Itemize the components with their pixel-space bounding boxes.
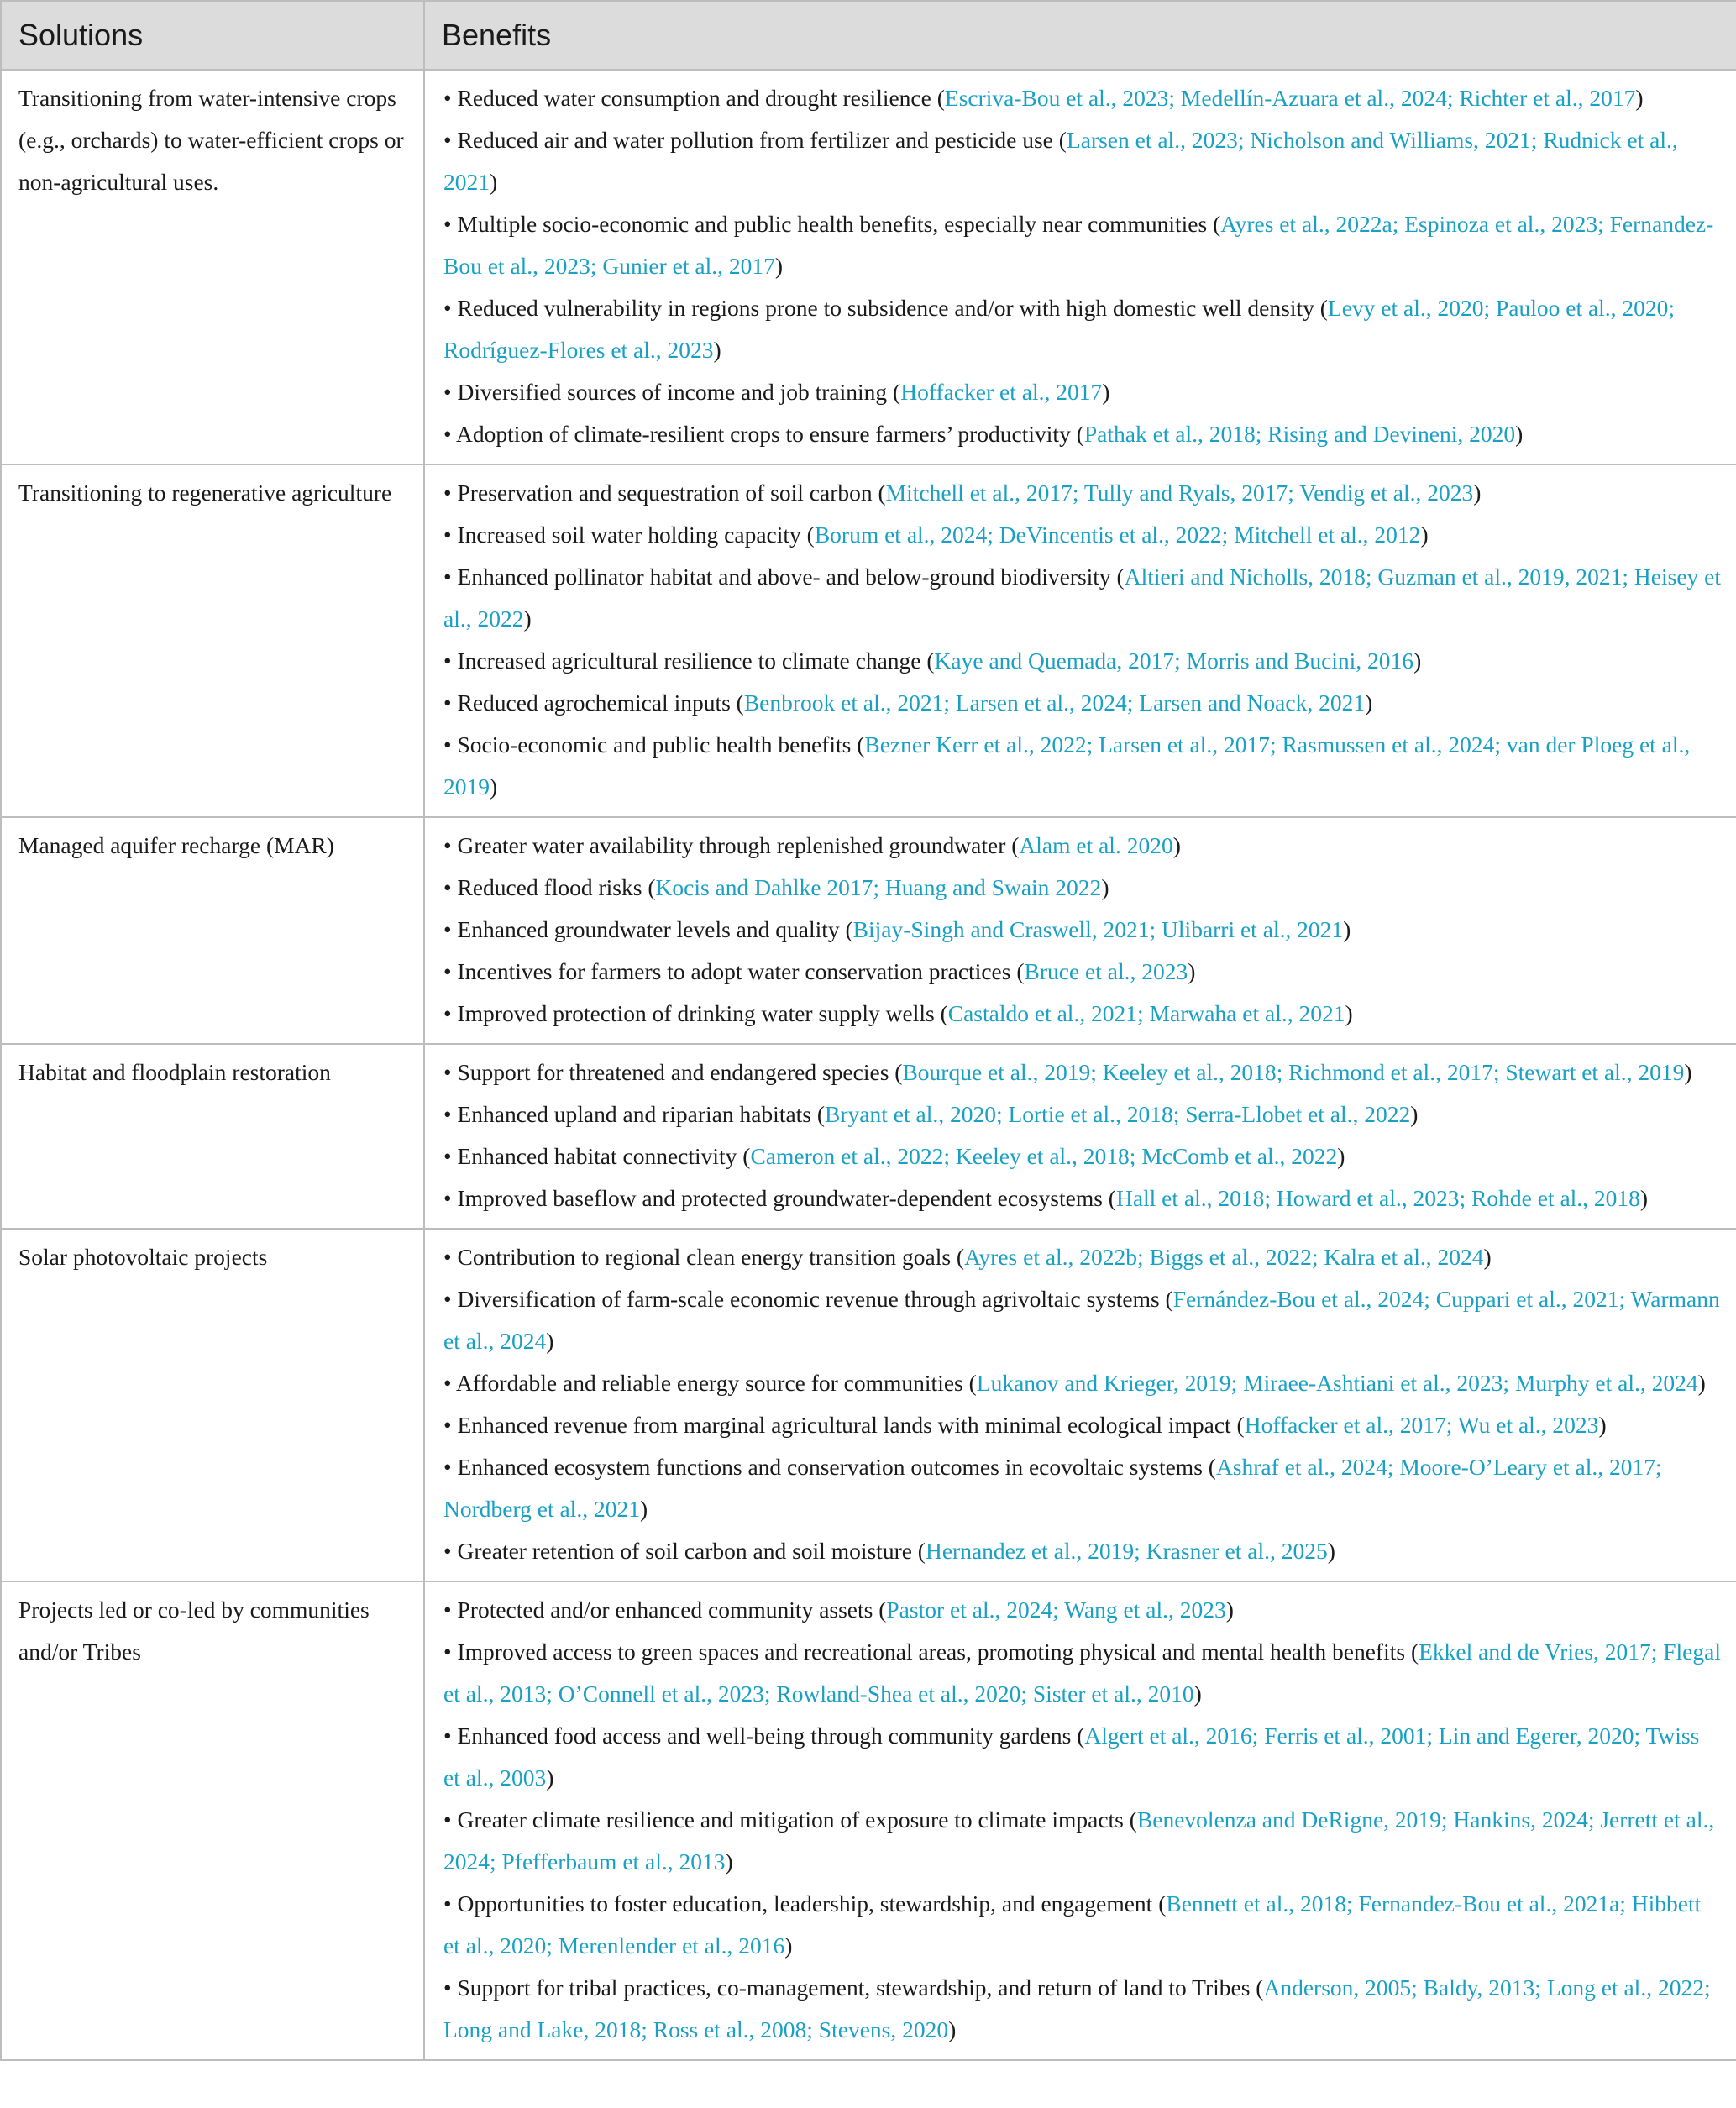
benefit-item	[443, 1404, 1721, 1446]
benefit-text: • Improved access to green spaces and recreational areas, promoting physical and mental health benefits (	[443, 1639, 1419, 1665]
benefit-text: • Reduced water consumption and drought resilience (	[443, 85, 945, 111]
closing-paren: )	[1102, 379, 1110, 405]
benefit-item	[443, 640, 1721, 682]
benefit-item	[443, 1530, 1721, 1572]
benefit-item	[443, 993, 1721, 1035]
solution-cell: Transitioning from water-intensive crops (e.g., orchards) to water-efficient crops or non-agricultural uses.	[1, 70, 424, 464]
benefits-cell	[424, 1581, 1736, 2060]
benefit-item	[443, 1236, 1721, 1278]
closing-paren: )	[490, 773, 498, 800]
closing-paren: )	[1101, 874, 1109, 900]
benefit-text: • Improved baseflow and protected groundwater-dependent ecosystems (	[443, 1185, 1116, 1211]
citation-link[interactable]: Ayres et al., 2022b; Biggs et al., 2022; Kalra et al., 2024	[964, 1244, 1484, 1270]
table-row	[1, 70, 1736, 464]
citation-link[interactable]: Hoffacker et al., 2017; Wu et al., 2023	[1244, 1412, 1599, 1438]
citation-link[interactable]: Ayres et al., 2022a; Espinoza et al., 2023; Fernandez-Bou et al., 2023; Gunier et al., 2017	[443, 211, 1714, 279]
table-row	[1, 464, 1736, 817]
citation-link[interactable]: Anderson, 2005; Baldy, 2013; Long et al., 2022; Long and Lake, 2018; Ross et al., 2008; Stevens, 2020	[443, 1974, 1711, 2042]
closing-paren: )	[784, 1932, 793, 1959]
closing-paren: )	[1410, 1101, 1419, 1127]
closing-paren: )	[948, 2016, 957, 2042]
benefit-item	[443, 724, 1721, 808]
benefit-text: • Enhanced food access and well-being through community gardens (	[443, 1723, 1085, 1749]
closing-paren: )	[546, 1328, 554, 1354]
citation-link[interactable]: Kocis and Dahlke 2017; Huang and Swain 2022	[655, 874, 1102, 900]
closing-paren: )	[1684, 1059, 1692, 1085]
citation-link[interactable]: Hoffacker et al., 2017	[900, 379, 1103, 405]
benefit-text: • Multiple socio-economic and public health benefits, especially near communities (	[443, 211, 1221, 237]
benefit-item	[443, 1883, 1721, 1967]
benefit-text: • Greater climate resilience and mitigation of exposure to climate impacts (	[443, 1806, 1137, 1833]
table-row	[1, 1581, 1736, 2060]
benefit-item	[443, 556, 1721, 640]
closing-paren: )	[774, 253, 784, 279]
solution-cell: Solar photovoltaic projects	[1, 1229, 424, 1581]
closing-paren: )	[639, 1496, 648, 1522]
citation-link[interactable]: Fernández-Bou et al., 2024; Cuppari et al., 2021; Warmann et al., 2024	[443, 1286, 1720, 1354]
benefit-item	[443, 371, 1721, 413]
closing-paren: )	[1172, 832, 1181, 858]
solution-cell: Transitioning to regenerative agriculture	[1, 464, 424, 817]
benefit-item	[443, 119, 1721, 203]
benefit-item	[443, 867, 1721, 909]
benefit-item	[443, 287, 1721, 371]
benefit-item	[443, 1093, 1721, 1135]
closing-paren: )	[546, 1765, 554, 1791]
benefit-text: • Support for threatened and endangered species (	[443, 1059, 903, 1085]
benefit-text: • Support for tribal practices, co-management, stewardship, and return of land to Tribes (	[443, 1974, 1264, 2001]
benefit-text: • Greater retention of soil carbon and soil moisture (	[443, 1538, 926, 1564]
header-solutions: Solutions	[1, 1, 424, 70]
closing-paren: )	[1365, 690, 1373, 716]
citation-link[interactable]: Bryant et al., 2020; Lortie et al., 2018; Serra-Llobet et al., 2022	[825, 1101, 1411, 1127]
table-body	[1, 70, 1736, 2060]
benefit-text: • Reduced vulnerability in regions prone to subsidence and/or with high domestic well density (	[443, 295, 1328, 321]
closing-paren: )	[1327, 1538, 1335, 1564]
citation-link[interactable]: Ashraf et al., 2024; Moore-O’Leary et al., 2017; Nordberg et al., 2021	[443, 1454, 1662, 1522]
citation-link[interactable]: Escriva-Bou et al., 2023; Medellín-Azuara et al., 2024; Richter et al., 2017	[944, 85, 1636, 111]
benefit-item	[443, 1715, 1721, 1799]
benefit-item	[443, 203, 1721, 287]
closing-paren: )	[1635, 85, 1644, 111]
benefit-text: • Reduced air and water pollution from fertilizer and pesticide use (	[443, 127, 1067, 153]
closing-paren: )	[1483, 1244, 1492, 1270]
table-row	[1, 817, 1736, 1044]
benefit-item	[443, 1967, 1721, 2051]
citation-link[interactable]: Benevolenza and DeRigne, 2019; Hankins, 2024; Jerrett et al., 2024; Pfefferbaum et al., 2013	[443, 1806, 1715, 1875]
closing-paren: )	[1345, 1000, 1353, 1026]
benefit-text: • Increased agricultural resilience to climate change (	[443, 648, 935, 674]
benefit-text: • Greater water availability through replenished groundwater (	[443, 832, 1020, 858]
benefit-item	[443, 1051, 1721, 1093]
benefit-text: • Enhanced groundwater levels and quality (	[443, 916, 853, 942]
closing-paren: )	[523, 606, 532, 632]
closing-paren: )	[490, 169, 498, 195]
citation-link[interactable]: Cameron et al., 2022; Keeley et al., 2018; McComb et al., 2022	[750, 1143, 1338, 1169]
citation-link[interactable]: Bourque et al., 2019; Keeley et al., 2018; Richmond et al., 2017; Stewart et al., 2019	[902, 1059, 1685, 1085]
citation-link[interactable]: Alam et al. 2020	[1019, 832, 1173, 858]
benefit-text: • Incentives for farmers to adopt water conservation practices (	[443, 958, 1025, 984]
benefit-item	[443, 514, 1721, 556]
benefits-cell	[424, 464, 1736, 817]
header-row	[1, 1, 1736, 70]
citation-link[interactable]: Lukanov and Krieger, 2019; Miraee-Ashtiani et al., 2023; Murphy et al., 2024	[976, 1370, 1698, 1396]
benefit-text: • Reduced flood risks (	[443, 874, 656, 900]
table-header	[1, 1, 1736, 70]
benefit-item	[443, 951, 1721, 993]
closing-paren: )	[1343, 916, 1351, 942]
benefit-item	[443, 1278, 1721, 1362]
benefit-item	[443, 1177, 1721, 1219]
benefit-text: • Affordable and reliable energy source for communities (	[443, 1370, 977, 1396]
citation-link[interactable]: Benbrook et al., 2021; Larsen et al., 2024; Larsen and Noack, 2021	[743, 690, 1366, 716]
benefit-text: • Increased soil water holding capacity (	[443, 522, 815, 548]
closing-paren: )	[1639, 1185, 1649, 1211]
citation-link[interactable]: Mitchell et al., 2017; Tully and Ryals, 2017; Vendig et al., 2023	[885, 480, 1474, 506]
citation-link[interactable]: Bruce et al., 2023	[1024, 958, 1188, 984]
solution-cell: Managed aquifer recharge (MAR)	[1, 817, 424, 1044]
benefit-item	[443, 909, 1721, 951]
benefit-item	[443, 1135, 1721, 1177]
benefit-text: • Contribution to regional clean energy transition goals (	[443, 1244, 965, 1270]
citation-link[interactable]: Algert et al., 2016; Ferris et al., 2001; Lin and Egerer, 2020; Twiss et al., 2003	[443, 1723, 1700, 1791]
closing-paren: )	[1337, 1143, 1345, 1169]
benefit-text: • Reduced agrochemical inputs (	[443, 690, 744, 716]
benefits-cell	[424, 817, 1736, 1044]
header-benefits: Benefits	[424, 1, 1736, 70]
closing-paren: )	[725, 1848, 733, 1875]
citation-link[interactable]: Pathak et al., 2018; Rising and Devineni, 2020	[1083, 421, 1516, 447]
benefits-cell	[424, 1229, 1736, 1581]
benefit-text: • Protected and/or enhanced community assets (	[443, 1597, 887, 1623]
citation-link[interactable]: Bezner Kerr et al., 2022; Larsen et al., 2017; Rasmussen et al., 2024; van der Ploeg et al., 2019	[443, 732, 1691, 800]
citation-link[interactable]: Hall et al., 2018; Howard et al., 2023; Rohde et al., 2018	[1115, 1185, 1640, 1211]
benefit-text: • Enhanced revenue from marginal agricultural lands with minimal ecological impact (	[443, 1412, 1245, 1438]
citation-link[interactable]: Borum et al., 2024; DeVincentis et al., 2022; Mitchell et al., 2012	[814, 522, 1421, 548]
benefit-text: • Diversified sources of income and job training (	[443, 379, 901, 405]
table-row	[1, 1229, 1736, 1581]
benefit-item	[443, 472, 1721, 514]
citation-link[interactable]: Levy et al., 2020; Pauloo et al., 2020; Rodríguez-Flores et al., 2023	[443, 295, 1676, 363]
benefit-item	[443, 1631, 1721, 1715]
benefit-item	[443, 1446, 1721, 1530]
benefits-cell	[424, 70, 1736, 464]
closing-paren: )	[1188, 958, 1196, 984]
benefit-text: • Improved protection of drinking water supply wells (	[443, 1000, 948, 1026]
citation-link[interactable]: Pastor et al., 2024; Wang et al., 2023	[886, 1597, 1226, 1623]
citation-link[interactable]: Altieri and Nicholls, 2018; Guzman et al., 2019, 2021; Heisey et al., 2022	[443, 564, 1721, 632]
benefit-text: • Socio-economic and public health benefits (	[443, 732, 865, 758]
citation-link[interactable]: Kaye and Quemada, 2017; Morris and Bucini, 2016	[934, 648, 1414, 674]
benefit-text: • Preservation and sequestration of soil carbon (	[443, 480, 886, 506]
citation-link[interactable]: Castaldo et al., 2021; Marwaha et al., 2021	[947, 1000, 1345, 1026]
solution-cell: Projects led or co-led by communities and/or Tribes	[1, 1581, 424, 2060]
benefit-text: • Diversification of farm-scale economic revenue through agrivoltaic systems (	[443, 1286, 1173, 1312]
benefit-text: • Enhanced upland and riparian habitats (	[443, 1101, 826, 1127]
citation-link[interactable]: Larsen et al., 2023; Nicholson and Williams, 2021; Rudnick et al., 2021	[443, 127, 1678, 195]
citation-link[interactable]: Ekkel and de Vries, 2017; Flegal et al., 2013; O’Connell et al., 2023; Rowland-Shea et al., 2020; Sister et al., 2010	[443, 1639, 1721, 1707]
closing-paren: )	[1515, 421, 1524, 447]
benefit-text: • Adoption of climate-resilient crops to ensure farmers’ productivity (	[443, 421, 1084, 447]
benefit-item	[443, 1362, 1721, 1404]
benefit-item	[443, 682, 1721, 724]
closing-paren: )	[1225, 1597, 1234, 1623]
closing-paren: )	[1598, 1412, 1607, 1438]
benefit-text: • Opportunities to foster education, leadership, stewardship, and engagement (	[443, 1890, 1167, 1917]
benefits-cell	[424, 1044, 1736, 1229]
closing-paren: )	[1420, 522, 1429, 548]
benefit-text: • Enhanced ecosystem functions and conservation outcomes in ecovoltaic systems (	[443, 1454, 1216, 1480]
benefit-item	[443, 1589, 1721, 1631]
benefit-item	[443, 1799, 1721, 1883]
benefit-item	[443, 413, 1721, 455]
citation-link[interactable]: Bijay-Singh and Craswell, 2021; Ulibarri et al., 2021	[852, 916, 1344, 942]
closing-paren: )	[1473, 480, 1482, 506]
citation-link[interactable]: Hernandez et al., 2019; Krasner et al., 2025	[925, 1538, 1328, 1564]
closing-paren: )	[713, 337, 721, 363]
closing-paren: )	[1697, 1370, 1706, 1396]
closing-paren: )	[1193, 1681, 1202, 1707]
citation-link[interactable]: Bennett et al., 2018; Fernandez-Bou et al., 2021a; Hibbett et al., 2020; Merenlender et al., 2016	[443, 1890, 1702, 1959]
table-row	[1, 1044, 1736, 1229]
benefit-text: • Enhanced habitat connectivity (	[443, 1143, 751, 1169]
solution-cell: Habitat and floodplain restoration	[1, 1044, 424, 1229]
closing-paren: )	[1413, 648, 1422, 674]
benefit-item	[443, 825, 1721, 867]
benefit-item	[443, 77, 1721, 119]
benefit-text: • Enhanced pollinator habitat and above- and below-ground biodiversity (	[443, 564, 1125, 590]
